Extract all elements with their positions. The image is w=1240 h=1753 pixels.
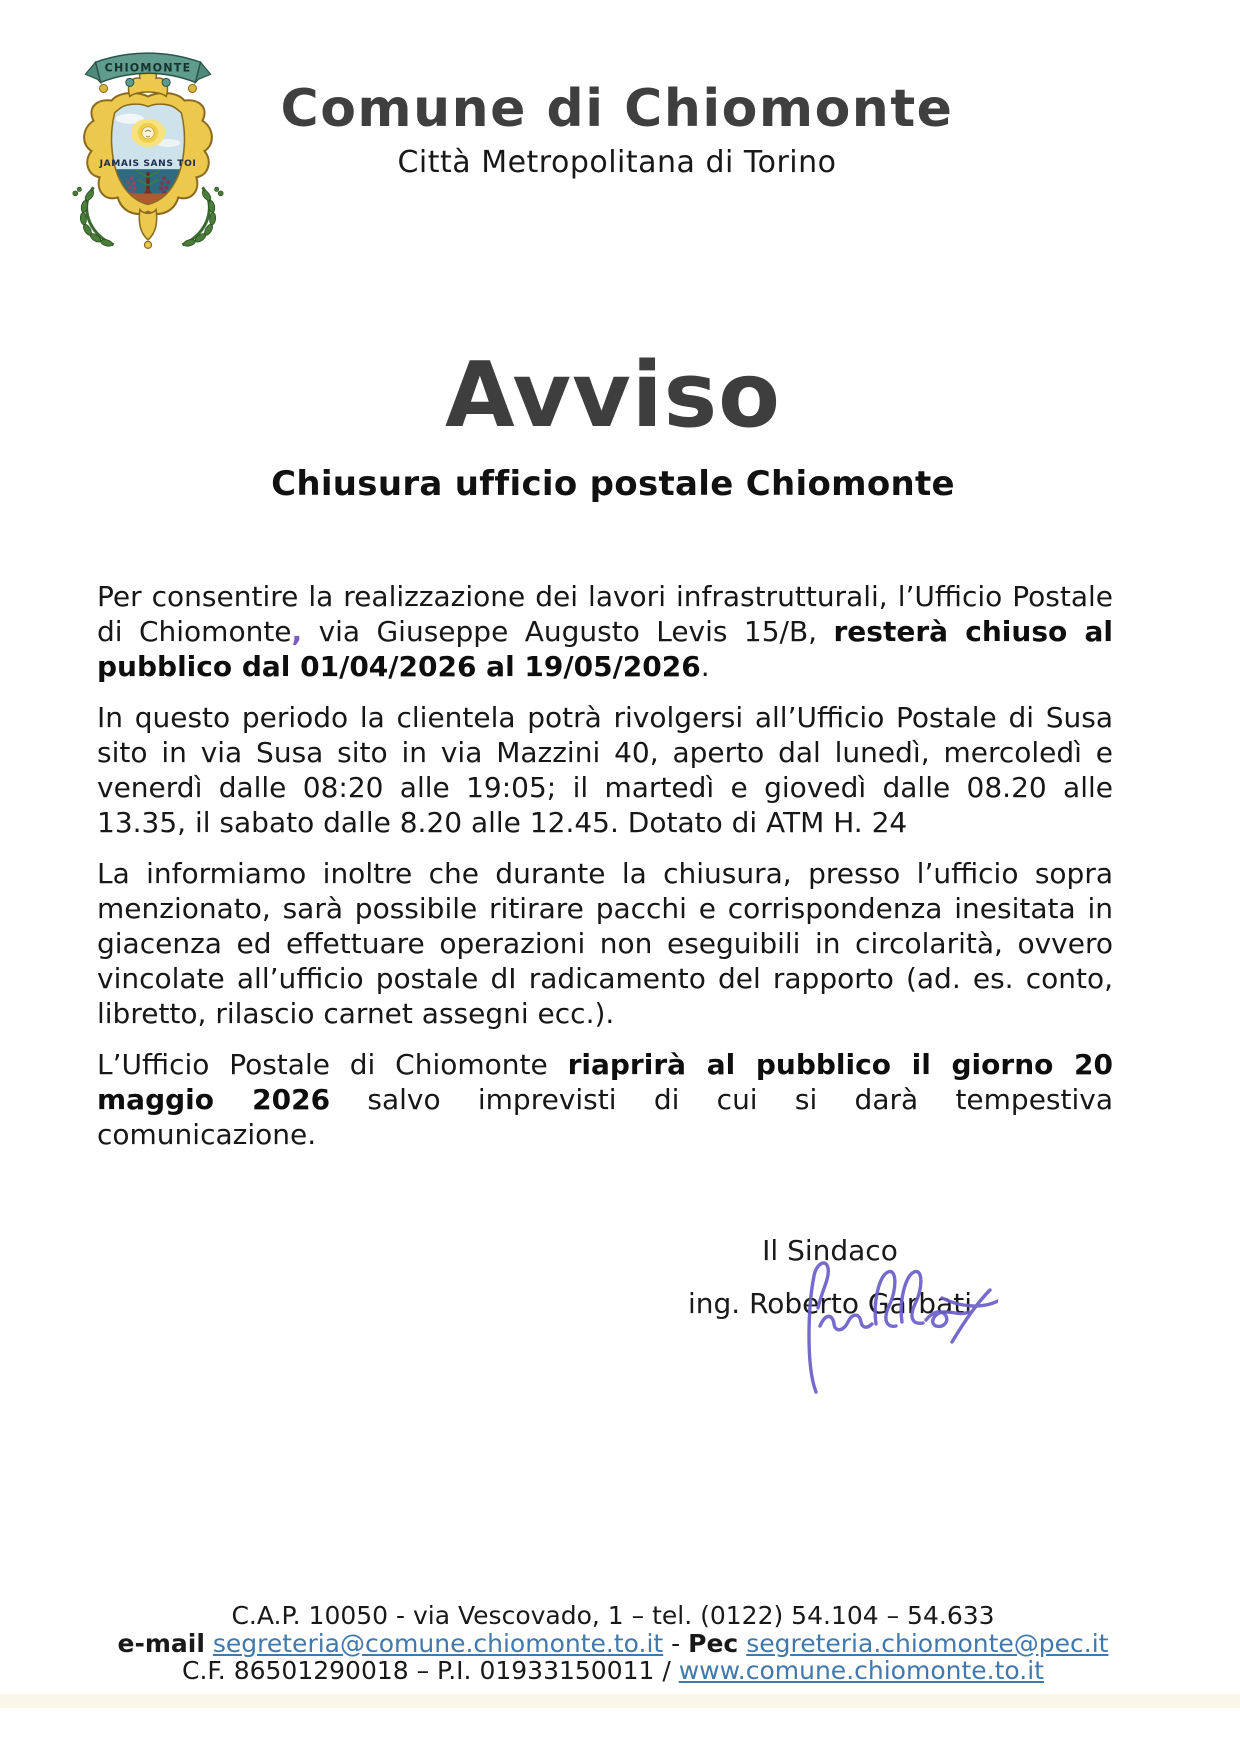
paragraph-4 (97, 1047, 1113, 1152)
footer-line-2-separator: - (663, 1628, 689, 1658)
footer-line-3 (0, 1657, 1226, 1685)
paragraph-1-tail: . (700, 650, 710, 683)
letterhead (237, 79, 997, 180)
paragraph-4-tail: salvo imprevisti di cui si darà tempestiva comunicazione. (97, 1083, 1113, 1151)
signature-role: Il Sindaco (762, 1234, 898, 1267)
notice-title: Avviso (444, 343, 782, 448)
email-link[interactable]: segreteria@comune.chiomonte.to.it (212, 1628, 664, 1658)
notice-subject: Chiusura ufficio postale Chiomonte (271, 464, 955, 504)
municipality-subtitle: Città Metropolitana di Torino (397, 144, 837, 180)
municipality-name: Comune di Chiomonte (280, 79, 954, 139)
crest-motto-text: JAMAIS SANS TOI (99, 159, 197, 170)
paragraph-4-lead: L’Ufficio Postale di Chiomonte (97, 1048, 568, 1081)
scan-artifact-band (0, 1694, 1240, 1708)
signature-name: ing. Roberto Garbati (687, 1287, 972, 1320)
paragraph-3: La informiamo inoltre che durante la chiusura, presso l’ufficio sopra menzionato, sarà possibile ritirare pacchi e corrispondenza inesitata in giacenza ed effettuare operazioni non eseguibili in circolarità, ovvero vincolate all’ufficio postale dI radicamento del rapporto (ad. es. conto, libretto, rilascio carnet assegni ecc.). (97, 857, 1113, 1030)
pec-link[interactable]: segreteria.chiomonte@pec.it (746, 1628, 1109, 1658)
footer-line-1: C.A.P. 10050 - via Vescovado, 1 – tel. (0122) 54.104 – 54.633 (231, 1601, 995, 1630)
pen-comma-mark: , (291, 615, 303, 648)
paragraph-4-bold-reopening: riaprirà al pubblico il giorno 20 maggio 2026 (97, 1048, 1113, 1116)
paragraph-1 (97, 579, 1113, 684)
crest-banner-text: CHIOMONTE (104, 61, 192, 75)
paragraph-1-mid: via Giuseppe Augusto Levis 15/B, (318, 615, 834, 648)
footer-line-2 (0, 1630, 1226, 1658)
paragraph-1-lead: Per consentire la realizzazione dei lavori infrastrutturali, l’Ufficio Postale di Chiomonte (97, 580, 1113, 648)
handwritten-signature (756, 1246, 998, 1408)
fiscal-codes: C.F. 86501290018 – P.I. 01933150011 / (182, 1656, 679, 1685)
chiomonte-coat-of-arms (66, 44, 230, 258)
website-link[interactable]: www.comune.chiomonte.to.it (678, 1656, 1044, 1685)
paragraph-1-bold-dates: resterà chiuso al pubblico dal 01/04/2026 al 19/05/2026 (97, 615, 1113, 683)
paragraph-2: In questo periodo la clientela potrà rivolgersi all’Ufficio Postale di Susa sito in via Susa sito in via Mazzini 40, aperto dal lunedì, mercoledì e venerdì dalle 08:20 alle 19:05; il martedì e giovedì dalle 08.20 alle 13.35, il sabato dalle 8.20 alle 12.45. Dotato di ATM H. 24 (97, 701, 1113, 839)
letter-footer (0, 1602, 1226, 1685)
pec-label: Pec (688, 1628, 739, 1658)
email-label: e-mail (117, 1628, 205, 1658)
notice-body (97, 579, 1113, 1168)
